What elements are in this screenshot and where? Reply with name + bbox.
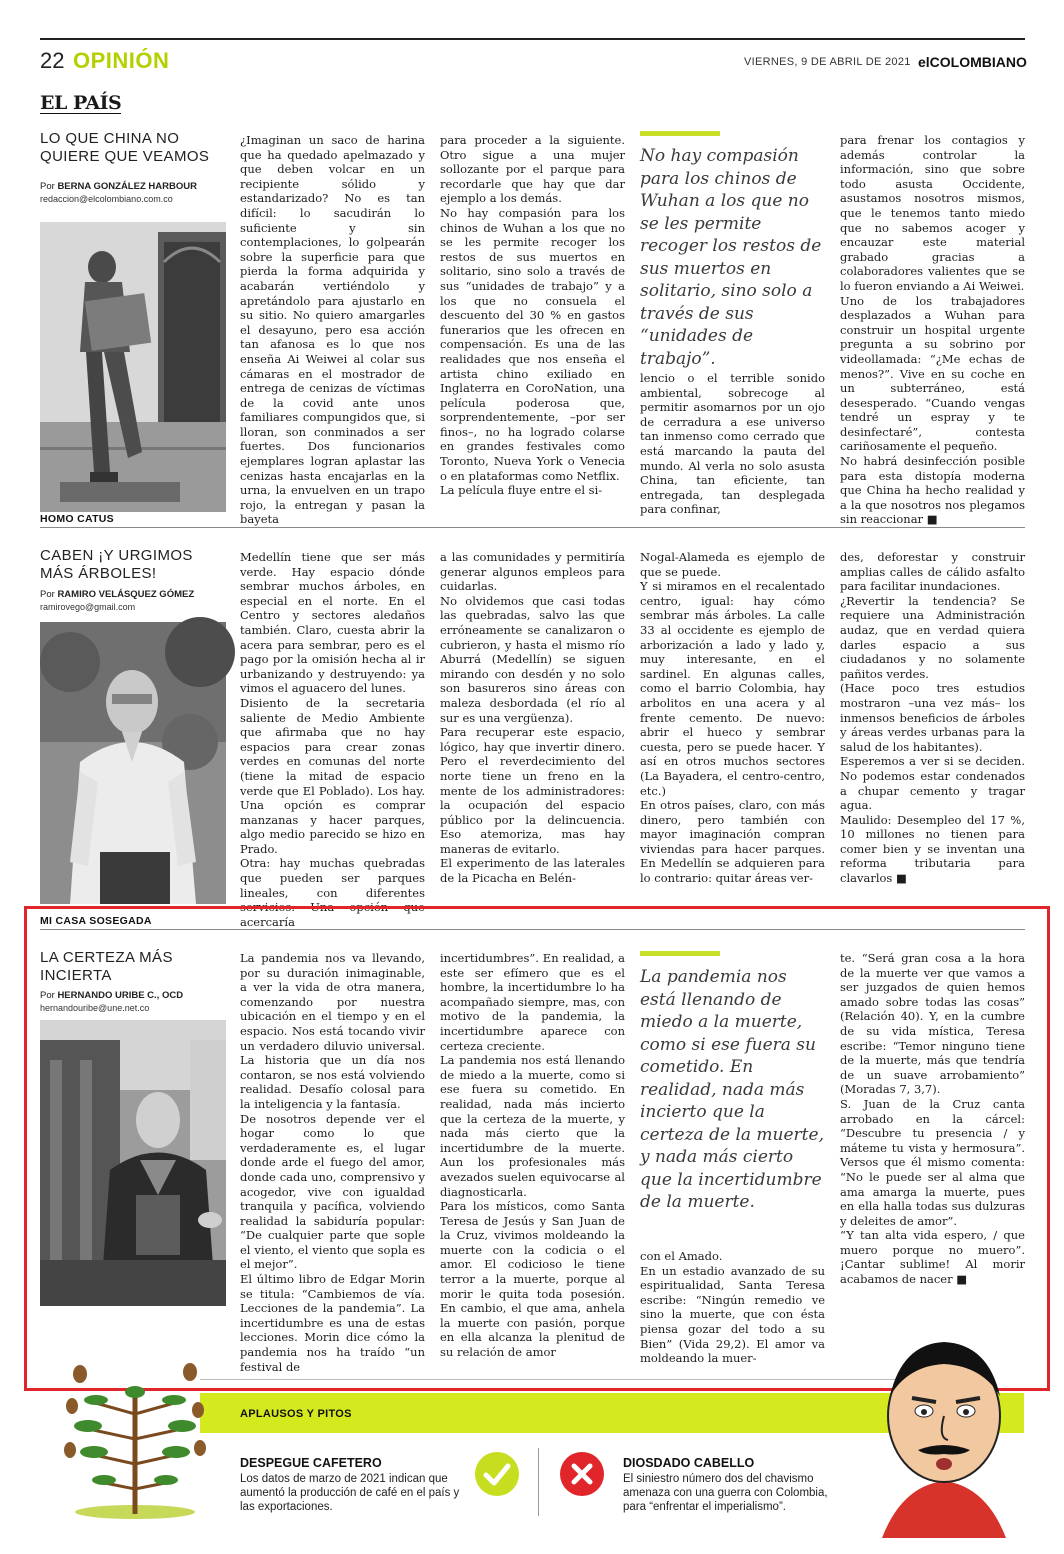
boo-text: El siniestro número dos del chavismo amenaza con una guerra con Colombia, para “enfrentar el imperialismo”. [623,1473,828,1513]
issue-date: VIERNES, 9 DE ABRIL DE 2021 [744,56,911,68]
article1-column-4: para frenar los contagios y además controlar la información, sino que sobre todo asusta Occidente, asustamos nosotros mismos, que le tenemos tanto miedo que no sabemos acoger y encauzar este material grabado gracias a colaboradores valientes que se lo fueron enviando a Ai Weiwei. Uno de los trabajadores desplazados a Wuhan para construir un hospital urgente pregunta a su sobrino por videollamada: “¿Me echas de menos?”. Vive en su coche en un subterráneo, está desesperado. “Cuando vengas tendré un espray y te desinfectaré”, contesta cariñosamente el pequeño. No habrá desinfección posible para esta distopía moderna que China ha hecho realidad y a la que nosotros nos plegamos sin reaccionar ■ [840,133,1025,527]
article1-byline: Por BERNA GONZÁLEZ HARBOUR [40,181,197,192]
applause-heading: DESPEGUE CAFETERO [240,1456,382,1470]
article2-byline: Por RAMIRO VELÁSQUEZ GÓMEZ [40,589,195,600]
article1-quote-bar [640,131,720,136]
article2-section-label: HOMO CATUS [40,513,114,525]
article3-photo-author [40,1020,226,1306]
article3-quote-bar [640,951,720,956]
aplausos-divider [538,1448,539,1516]
article3-section-label: MI CASA SOSEGADA [40,915,152,927]
article3-headline: LA CERTEZA MÁS INCIERTA [40,949,173,984]
article2-headline: CABEN ¡Y URGIMOS MÁS ÁRBOLES! [40,547,193,582]
dotted-divider [200,1379,900,1380]
masthead-logo: elCOLOMBIANO [918,54,1027,70]
article3-column-2: incertidumbres”. En realidad, a este ser efímero que es el hombre, la incertidumbre lo ha acompañado siempre, mas, con motivo de la pandemia, la incertidumbre aparece con certeza creciente. La pandemia nos está llenando de miedo a la muerte, como si ese fuera su cometido. En realidad, nada más incierto que la certeza de la muerte, y nada más cierto que la incertidumbre de la muerte. Aun los profesionales más avezados suelen equivocarse al diagnosticarla. Para los místicos, como Santa Teresa de Jesús y San Juan de la Cruz, vivimos moldeando la muerte con la codicia o el amor. El codicioso le tiene terror a la muerte, porque al morir le quita toda posesión. En cambio, el que ama, anhela la muerte con pasión, porque en ella alcanza la plenitud de su relación de amor [440,951,625,1360]
page-number: 22 [40,48,65,73]
caricature-illustration [862,1316,1026,1538]
article1-column-1: ¿Imaginan un saco de harina que ha quedado apelmazado y que deben volcar en un recipiente sólido y estandarizado? No es tan difícil: lo sacudirán lo suficiente y sin contemplaciones, lo golpearán sobre la superficie para que pierda la forma adquirida y acabarán vertiéndolo y apretándolo para ajustarlo en su sitio. No quiero amargarles el desayuno, pero esa acción tan afanosa es lo que nos enseña Ai Weiwei al colar sus cámaras en el mostrador de entrega de cenizas de víctimas de la covid ante unos familiares compungidos que, si lloran, son conminados a ser fuertes. Dos funcionarios ejemplares logran aplastar las cenizas hasta encajarlas en la urna, la envuelven en un trapo rojo, la entregan y pasan la bayeta [240,133,425,527]
section-name: OPINIÓN [73,48,170,73]
article2-photo-author [40,622,226,904]
el-pais-logo: EL PAÍS [40,92,122,114]
article1-email: redaccion@elcolombiano.com.co [40,194,173,204]
section-divider [40,929,1025,930]
article2-column-3: Nogal-Alameda es ejemplo de que se puede. Y si miramos en el recalentado centro, igual: hay cómo sembrar más árboles. La calle 33 al occidente es ejemplo de arborización a lado y lado y, muy interesante, en el sardinel. En algunas calles, como el barrio Colombia, hay arbolitos en una acera y al frente cemento. De nuevo: abrir el hueco y sembrar cuesta, pero se puede hacer. Y así en otros muchos sectores (La Bayadera, el centro-centro, etc.) En otros países, claro, con más dinero, pero también con mayor imaginación compran viviendas para hacer parques. En Medellín se adquieren para lo contrario: quitar áreas ver- [640,550,825,886]
article3-column-1: La pandemia nos va llevando, por su duración inimaginable, a ver la vida de otra manera, comenzando por nuestra ubicación en el tiempo y en el espacio. Nos está tocando vivir un verdadero diluvio universal. La historia que un día nos contaron, se nos está volviendo realidad. Desafío colosal para la inteligencia y la fantasía. De nosotros depende ver el hogar como lo que verdaderamente es, el lugar donde arde el fuego del amor, donde cada uno, comprensivo y acogedor, vive con igualdad tranquila y pacífica, volviendo realidad la sabiduría popular: “De cualquier parte que sople el viento, el viento que sopla es el mejor”. El último libro de Edgar Morin se titula: “Cambiemos de vía. Lecciones de la pandemia”. La incertidumbre es una de estas lecciones. Morin dice cómo la pandemia nos ha traído “un festival de [240,951,425,1374]
article1-photo-statue [40,222,226,512]
article2-column-2: a las comunidades y permitiría generar algunos empleos para cuidarlas. No olvidemos que casi todas las quebradas, salvo las que erróneamente se canalizaron o cubrieron, y hasta el mismo río Aburrá (Medellín) se siguen mirando con desdén y no solo son basureros sino áreas con maleza desbordada (el río al sur es una vergüenza). Para recuperar este espacio, lógico, hay que invertir dinero. Pero el reverdecimiento del norte tiene un freno en la mente de los administradores: la ocupación del espacio público por la delincuencia. Eso atemoriza, mas hay maneras de evitarlo. El experimento de las laterales de la Picacha en Belén- [440,550,625,886]
boo-heading: DIOSDADO CABELLO [623,1456,755,1470]
coffee-plant-illustration [62,1354,208,1520]
article3-column-4: te. “Será gran cosa a la hora de la muerte ver que vamos a ser juzgados de quien hemos amado sobre todas las cosas” (Relación 40). Y, en la cumbre de su vida mística, Teresa escribe: “Temor ninguno tiene de la muerte, más que tendría de un suave arrobamiento” (Moradas 7, 3,7). S. Juan de la Cruz canta arrobado en la cárcel: “Descubre tu presencia / y máteme tu vista y hermosura”. Versos que él mismo comenta: “No le puede ser al alma que ama amarga la muerte, pues en ella halla todas sus dulzuras y deleites de amor”. “Y tan alta vida espero, / que muero porque no muero”. ¡Cantar sublime! Al morir acabamos de nacer ■ [840,951,1025,1287]
article2-column-4: des, deforestar y construir amplias calles de cálido asfalto para facilitar inundaciones. ¿Revertir la tendencia? Se requiere una Administración audaz, que en verdad quiera darles espacio a sus ciudadanos y no solamente pañitos verdes. (Hace poco tres estudios mostraron –una vez más– los inmensos beneficios de árboles y áreas verdes urbanas para la salud de los habitantes). Esperemos a ver si se deciden. No podemos estar condenados a chupar cemento y tragar agua. Maulido: Desempleo del 17 %, 10 millones no tienen para comer bien y se inventan una reforma tributaria para clavarlos ■ [840,550,1025,886]
section-divider [40,527,1025,528]
applause-text: Los datos de marzo de 2021 indican que aumentó la producción de café en el país y las exportaciones. [240,1473,460,1513]
top-rule [40,38,1025,40]
check-icon [475,1452,519,1496]
article3-byline: Por HERNANDO URIBE C., OCD [40,990,184,1001]
article3-column-3: con el Amado. En un estadio avanzado de su espiritualidad, Santa Teresa escribe: “Ningún remedio ve sino la muerte, que con ésta piensa gozar del todo a su Bien” (Vida 29,2). El amor va moldeando la muer- [640,1249,825,1366]
cross-icon [560,1452,604,1496]
aplausos-title: APLAUSOS Y PITOS [240,1408,352,1420]
article1-column-2: para proceder a la siguiente. Otro sigue a una mujer sollozante por el parque para recordarle que hay que dar ejemplo a los demás. No hay compasión para los chinos de Wuhan a los que no se les permite recoger los restos de sus muertos en solitario, sino solo a través de sus “unidades de trabajo” y a los que no consuela el descuento del 30 % en gastos funerarios que les ofrecen en compensación. Es una de las realidades que nos enseña el artista chino exiliado en Inglaterra en CoroNation, una película poderosa que, sorprendentemente, –por ser finos–, no ha logrado colarse en grandes festivales como Toronto, Nueva York o Venecia o en plataformas como Netflix. La película fluye entre el si- [440,133,625,498]
article3-pull-quote: La pandemia nos está llenando de miedo a la muerte, como si ese fuera su cometido. En realidad, nada más incierto que la certeza de la muerte, y nada más cierto que la incertidumbre de la muerte. [640,967,824,1212]
article3-email: hernandouribe@une.net.co [40,1003,150,1013]
article2-column-1: Medellín tiene que ser más verde. Hay espacio dónde sembrar muchos árboles, en especial en el norte. En el Centro y sectores aledaños también. Claro, cuesta abrir la acera para sembrar, pero es el pago por la omisión hecha al ir urbanizando y destruyendo: ya vimos el aguacero del lunes. Disiento de la secretaria saliente de Medio Ambiente que afirmaba que no hay espacios para crear zonas verdes en comunas del norte (tiene la mitad de espacio verde que El Poblado). Los hay. Una opción es comprar manzanas y hacer parques, algo medio parecido se hizo en Prado. Otra: hay muchas quebradas que pueden ser parques lineales, con diferentes servicios. Una opción que acercaría [240,550,425,929]
article1-headline: LO QUE CHINA NO QUIERE QUE VEAMOS [40,130,210,165]
article2-email: ramirovego@gmail.com [40,602,136,612]
article1-column-3: lencio o el terrible sonido ambiental, sobrecoge al permitir asomarnos por un ojo de cerradura a ese universo tan inmenso como cerrado que está marcando la pauta del mundo. Al verla no solo asusta China, tan eficiente, tan entregada, tan desplegada para confinar, [640,371,825,517]
article1-pull-quote: No hay compasión para los chinos de Wuhan a los que no se les permite recoger los restos de sus muertos en solitario, sino solo a través de sus “unidades de trabajo”. [640,146,822,369]
